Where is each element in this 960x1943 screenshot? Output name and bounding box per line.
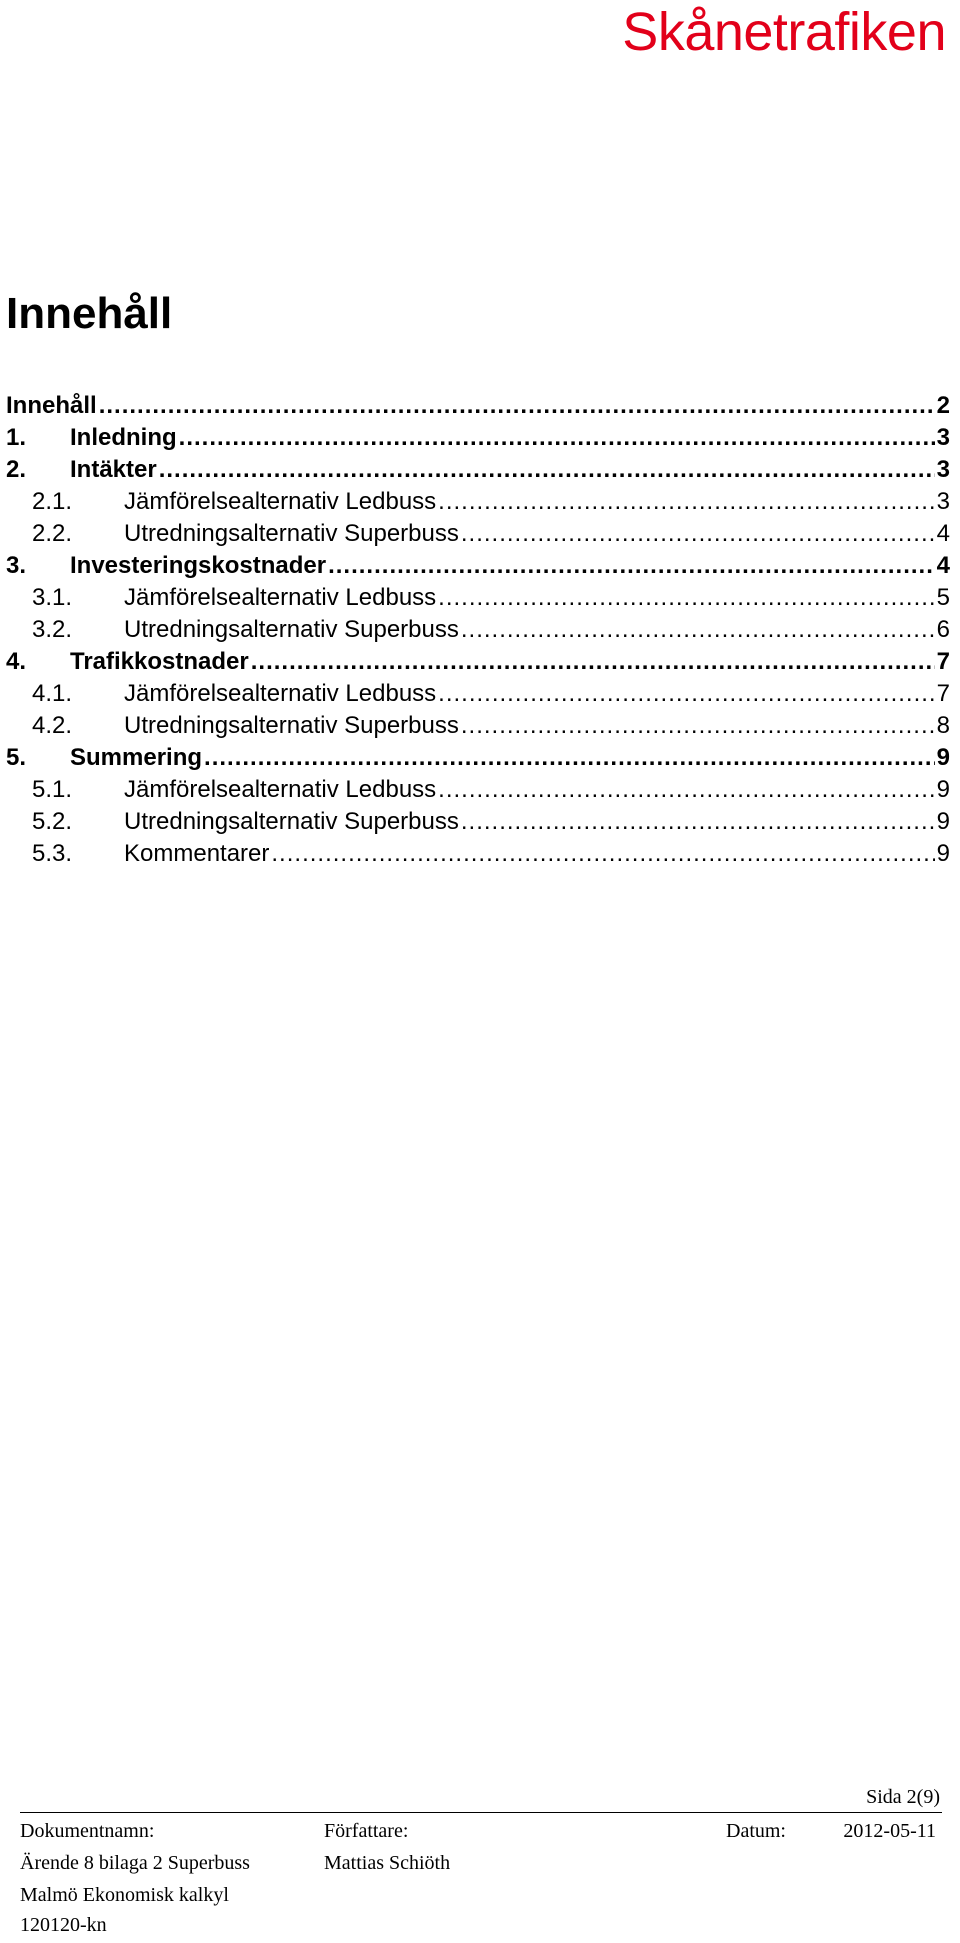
toc-entry-title: Utredningsalternativ Superbuss <box>124 616 459 643</box>
toc-entry-page: 9 <box>936 840 950 867</box>
toc-entry-page: 3 <box>936 424 950 451</box>
toc-entry-page: 9 <box>936 744 950 771</box>
toc-entry[interactable] <box>6 678 950 710</box>
author-label: Författare: <box>324 1820 409 1842</box>
toc-dot-leader <box>461 806 935 838</box>
page-number: Sida 2(9) <box>866 1786 940 1808</box>
toc-entry[interactable] <box>6 454 950 486</box>
toc-entry[interactable] <box>6 838 950 870</box>
table-of-contents <box>6 390 950 870</box>
toc-entry-title: Intäkter <box>70 456 157 483</box>
page-heading: Innehåll <box>6 289 173 338</box>
toc-dot-leader <box>438 678 934 710</box>
toc-entry-title: Utredningsalternativ Superbuss <box>124 712 459 739</box>
toc-entry-page: 3 <box>936 488 950 515</box>
toc-entry[interactable] <box>6 710 950 742</box>
toc-dot-leader <box>179 422 935 454</box>
toc-entry-title: Utredningsalternativ Superbuss <box>124 520 459 547</box>
toc-entry-number: 4. <box>6 648 27 675</box>
toc-entry[interactable] <box>6 518 950 550</box>
toc-entry[interactable] <box>6 806 950 838</box>
toc-dot-leader <box>461 710 935 742</box>
toc-entry-page: 9 <box>936 776 950 803</box>
toc-entry[interactable] <box>6 582 950 614</box>
toc-dot-leader <box>438 582 934 614</box>
toc-entry[interactable] <box>6 550 950 582</box>
author-name: Mattias Schiöth <box>324 1852 451 1874</box>
toc-entry-page: 7 <box>936 680 950 707</box>
document-name-label: Dokumentnamn: <box>20 1820 155 1842</box>
toc-entry-number: 5.2. <box>32 808 73 835</box>
toc-entry-page: 2 <box>936 392 950 419</box>
toc-entry-page: 4 <box>936 520 950 547</box>
toc-entry-page: 8 <box>936 712 950 739</box>
toc-entry-number: 4.1. <box>32 680 73 707</box>
toc-entry[interactable] <box>6 422 950 454</box>
toc-entry-title: Trafikkostnader <box>70 648 249 675</box>
document-name-line-1: Ärende 8 bilaga 2 Superbuss <box>20 1852 250 1874</box>
toc-entry-page: 5 <box>936 584 950 611</box>
toc-entry-number: 3.2. <box>32 616 73 643</box>
date-label: Datum: <box>726 1820 786 1842</box>
toc-dot-leader <box>438 486 934 518</box>
toc-dot-leader <box>99 390 935 422</box>
toc-entry-page: 7 <box>936 648 950 675</box>
toc-entry-title: Inledning <box>70 424 177 451</box>
toc-entry[interactable] <box>6 614 950 646</box>
toc-entry-number: 3.1. <box>32 584 73 611</box>
toc-entry-title: Innehåll <box>6 392 97 419</box>
toc-dot-leader <box>271 838 934 870</box>
document-name-line-2: Malmö Ekonomisk kalkyl <box>20 1884 229 1906</box>
toc-entry-title: Kommentarer <box>124 840 270 867</box>
toc-entry-number: 2.1. <box>32 488 73 515</box>
toc-entry[interactable] <box>6 774 950 806</box>
toc-entry-page: 9 <box>936 808 950 835</box>
toc-dot-leader <box>438 774 934 806</box>
document-footer <box>20 1782 942 1943</box>
toc-entry[interactable] <box>6 486 950 518</box>
toc-entry-number: 2.2. <box>32 520 73 547</box>
toc-entry-page: 3 <box>936 456 950 483</box>
skanetrafiken-logo: Skånetrafiken <box>622 2 946 62</box>
toc-dot-leader <box>328 550 935 582</box>
toc-entry-title: Utredningsalternativ Superbuss <box>124 808 459 835</box>
toc-entry-title: Investeringskostnader <box>70 552 327 579</box>
toc-entry-title: Jämförelsealternativ Ledbuss <box>124 584 437 611</box>
toc-entry-title: Jämförelsealternativ Ledbuss <box>124 488 437 515</box>
toc-entry-number: 5.1. <box>32 776 73 803</box>
toc-dot-leader <box>159 454 935 486</box>
toc-entry-number: 1. <box>6 424 27 451</box>
toc-dot-leader <box>251 646 935 678</box>
toc-entry-number: 3. <box>6 552 27 579</box>
toc-dot-leader <box>204 742 935 774</box>
toc-entry[interactable] <box>6 742 950 774</box>
toc-entry-title: Jämförelsealternativ Ledbuss <box>124 776 437 803</box>
document-name-line-3: 120120-kn <box>20 1914 107 1936</box>
toc-entry-page: 4 <box>936 552 950 579</box>
toc-entry-number: 2. <box>6 456 27 483</box>
toc-entry[interactable] <box>6 646 950 678</box>
toc-entry-number: 5. <box>6 744 27 771</box>
toc-entry-page: 6 <box>936 616 950 643</box>
document-date: 2012-05-11 <box>843 1820 936 1842</box>
toc-entry-title: Jämförelsealternativ Ledbuss <box>124 680 437 707</box>
toc-entry-number: 4.2. <box>32 712 73 739</box>
toc-entry[interactable] <box>6 390 950 422</box>
footer-metadata <box>20 1813 942 1943</box>
toc-dot-leader <box>461 518 935 550</box>
toc-entry-number: 5.3. <box>32 840 73 867</box>
toc-entry-title: Summering <box>70 744 203 771</box>
toc-dot-leader <box>461 614 935 646</box>
